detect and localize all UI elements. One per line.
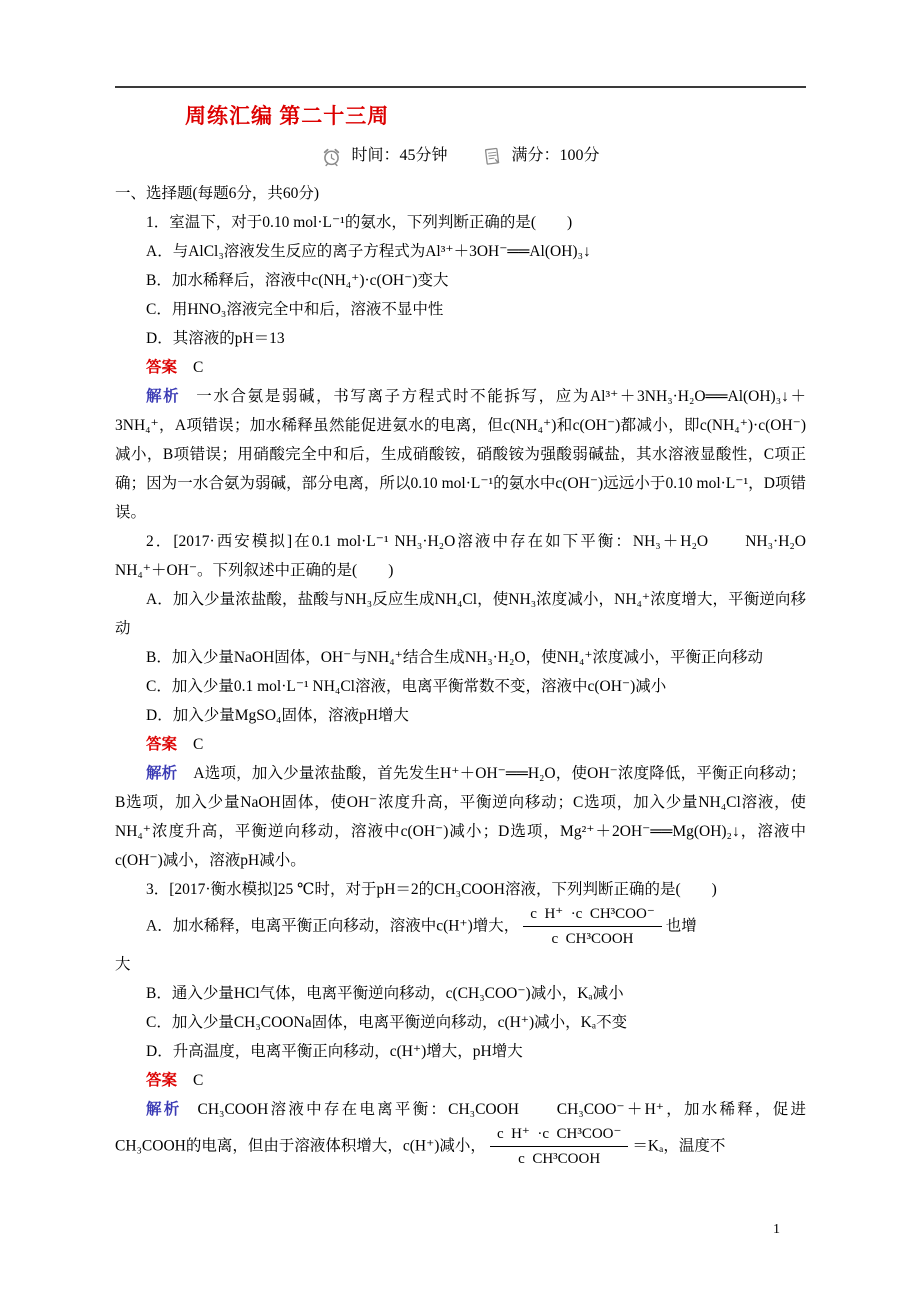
fraction-numerator: c H⁺ ·c CH³COO⁻ <box>490 1124 628 1147</box>
q1-option-c: C．用HNO₃溶液完全中和后，溶液不显中性 <box>146 301 444 318</box>
document-body <box>115 179 838 1169</box>
alarm-clock-icon <box>321 146 342 167</box>
q3-stem: 3．[2017·衡水模拟]25 ℃时，对于pH＝2的CH₃COOH溶液，下列判断正确的是( ) <box>146 881 717 898</box>
q3-analysis-label: 解析 <box>146 1100 182 1118</box>
q2-option-d: D．加入少量MgSO₄固体，溶液pH增大 <box>146 707 409 724</box>
page-number: 1 <box>773 1222 780 1237</box>
q2-option-a: A．加入少量浓盐酸，盐酸与NH₃反应生成NH₄Cl，使NH₃浓度减小，NH₄⁺浓度增大，平衡逆向移动 <box>115 591 806 637</box>
q1-answer-value: C <box>193 359 204 376</box>
q3-option-a-text-after: 也增 <box>665 917 697 935</box>
page-title: 周练汇编 第二十三周 <box>185 104 390 128</box>
q3-option-a-continuation: 大 <box>115 955 131 973</box>
q1-option-a: A．与AlCl₃溶液发生反应的离子方程式为Al³⁺＋3OH⁻══Al(OH)₃↓ <box>146 243 591 260</box>
fraction-denominator: c CH³COOH <box>551 931 634 948</box>
q3-analysis-text: CH₃COOH溶液中存在电离平衡：CH₃COOH CH₃COO⁻＋H⁺，加水稀释，促进CH₃COOH的电离，但由于溶液体积增大，c(H⁺)减小， <box>115 1100 806 1154</box>
q2-analysis <box>115 759 806 875</box>
memo-icon <box>482 146 503 167</box>
q3-option-b: B．通入少量HCl气体，电离平衡逆向移动，c(CH₃COO⁻)减小，Kₐ减小 <box>146 984 624 1002</box>
q2-option-b: B．加入少量NaOH固体，OH⁻与NH₄⁺结合生成NH₃·H₂O，使NH₄⁺浓度减小，平衡正向移动 <box>146 649 764 666</box>
meta-row <box>115 145 806 167</box>
q1-analysis-label: 解析 <box>146 388 181 405</box>
q2-answer-line <box>115 730 806 759</box>
q1-analysis <box>115 382 806 527</box>
q3-answer-value: C <box>193 1071 204 1089</box>
q1-option-b: B．加水稀释后，溶液中c(NH₄⁺)·c(OH⁻)变大 <box>146 272 449 289</box>
section-header: 一、选择题(每题6分，共60分) <box>115 185 320 202</box>
fraction <box>523 904 661 950</box>
q3-answer-label: 答案 <box>146 1071 178 1089</box>
fraction-denominator: c CH³COOH <box>518 1150 601 1167</box>
q2-analysis-label: 解析 <box>146 765 178 782</box>
q1-option-d: D．其溶液的pH＝13 <box>146 330 285 347</box>
fraction <box>490 1124 628 1170</box>
q2-answer-value: C <box>193 736 204 753</box>
meta-score-label: 满分：100分 <box>511 147 600 164</box>
header-rule <box>115 86 806 88</box>
q1-analysis-text: 一水合氨是弱碱，书写离子方程式时不能拆写，应为Al³⁺＋3NH₃·H₂O══Al(OH)₃↓＋3NH₄⁺，A项错误；加水稀释虽然能促进氨水的电离，但c(NH₄⁺)和c(OH⁻)都减小，即c(NH₄⁺)·c(OH⁻)减小，B项错误；用硝酸完全中和后，生成硝酸铵，硝酸铵为强酸弱碱盐，其水溶液显酸性，C项正确；因为一水合氨为弱碱，部分电离，所以0.10 mol·L⁻¹的氨水中c(OH⁻)远远小于0.10 mol·L⁻¹，D项错误。 <box>115 388 806 521</box>
q2-option-c: C．加入少量0.1 mol·L⁻¹ NH₄Cl溶液，电离平衡常数不变，溶液中c(OH⁻)减小 <box>146 678 667 695</box>
q1-answer-label: 答案 <box>146 359 178 376</box>
q1-stem: 1．室温下，对于0.10 mol·L⁻¹的氨水，下列判断正确的是( ) <box>146 214 573 231</box>
q3-option-c: C．加入少量CH₃COONa固体，电离平衡逆向移动，c(H⁺)减小，Kₐ不变 <box>146 1013 628 1031</box>
fraction-numerator: c H⁺ ·c CH³COO⁻ <box>523 904 661 927</box>
q2-answer-label: 答案 <box>146 736 178 753</box>
q3-answer-line <box>115 1066 806 1095</box>
q3-option-a-text: A．加水稀释，电离平衡正向移动，溶液中c(H⁺)增大， <box>146 917 520 935</box>
q2-analysis-text: A选项，加入少量浓盐酸，首先发生H⁺＋OH⁻══H₂O，使OH⁻浓度降低，平衡正向移动；B选项，加入少量NaOH固体，使OH⁻浓度升高，平衡逆向移动；C选项，加入少量NH₄Cl溶液，使NH₄⁺浓度升高，平衡逆向移动，溶液中c(OH⁻)减小；D选项，Mg²⁺＋2OH⁻══Mg(OH)₂↓，溶液中c(OH⁻)减小，溶液pH减小。 <box>115 765 806 869</box>
q3-option-d: D．升高温度，电离平衡正向移动，c(H⁺)增大，pH增大 <box>146 1042 523 1060</box>
q3-option-a <box>115 904 806 950</box>
q3-analysis <box>115 1095 806 1170</box>
q2-stem: 2．[2017·西安模拟]在0.1 mol·L⁻¹ NH₃·H₂O溶液中存在如下平衡：NH₃＋H₂O NH₃·H₂O NH₄⁺＋OH⁻。下列叙述中正确的是( ) <box>115 533 838 579</box>
meta-time-label: 时间：45分钟 <box>351 147 448 164</box>
q1-answer-line <box>115 353 806 382</box>
q3-analysis-text-after: ＝Kₐ，温度不 <box>632 1136 726 1154</box>
